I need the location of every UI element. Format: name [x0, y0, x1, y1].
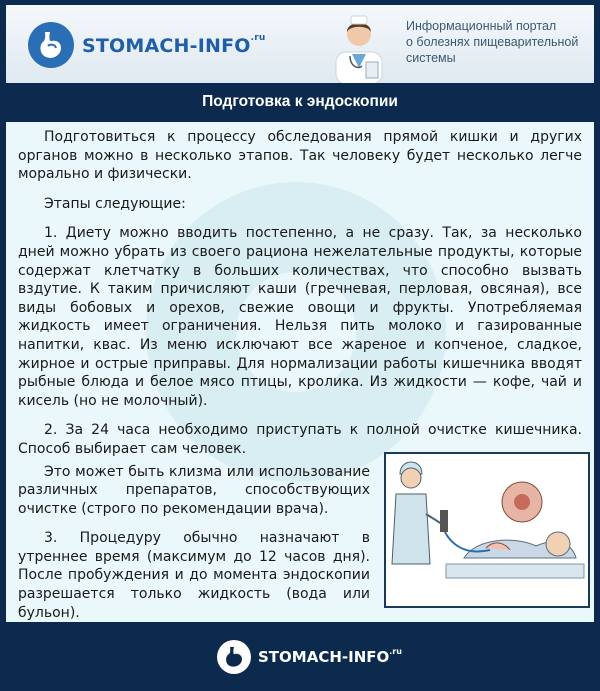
portal-description — [406, 18, 596, 66]
paragraph-step-1: 1. Диету можно вводить постепенно, а не сразу. Так, за несколько дней можно убрать из своего рациона нежелательные продукты, которые содержат клетчатку в больших количествах, что способно вызвать вздутие. К таким причисляют каши (гречневая, перловая, овсяная), все виды бобовых и орехов, свежие овощи и фрукты. Употребляемая жидкость имеет ограничения. Нельзя пить молоко и газированные напитки, квас. Из меню исключают все жареное и копченое, сладкое, жирное и острые приправы. Для нормализации работы кишечника вводят рыбные блюда и белое мясо птицы, кролика. Из жидкости — кофе, чай и кисель (но не молочный). — [18, 225, 582, 409]
portal-line-2: о болезнях пищеварительной — [406, 35, 579, 49]
paragraph-enema: Это может быть клизма или использование различных препаратов, способствующих очистке (строго по рекомендации врача). — [18, 463, 370, 517]
article-content — [6, 122, 594, 622]
stomach-logo-icon[interactable] — [28, 22, 74, 68]
page-title: Подготовка к эндоскопии — [0, 83, 600, 121]
logo-suffix: .ru — [250, 33, 266, 43]
paragraph-stages: Этапы следующие: — [44, 195, 186, 212]
footer-logo-name: STOMACH-INFO — [258, 648, 390, 666]
doctor-illustration — [322, 10, 396, 84]
site-logo-text[interactable] — [82, 35, 266, 57]
paragraph-intro: Подготовиться к процессу обследования прямой кишки и других органов можно в несколько этапов. Так человеку будет несколько легче морально и физически. — [18, 129, 582, 183]
footer-logo-text[interactable] — [258, 648, 402, 666]
logo-name: STOMACH-INFO — [82, 35, 251, 57]
portal-line-3: системы — [406, 51, 456, 65]
paragraph-step-2: 2. За 24 часа необходимо приступать к полной очистке кишечника. Способ выбирает сам человек. — [18, 422, 582, 457]
paragraph-step-3: 3. Процедуру обычно назначают в утреннее время (максимум до 12 часов дня). После пробуждения и до момента эндоскопии разрешается только жидкость (вода или бульон). — [18, 530, 370, 621]
site-footer — [0, 622, 600, 691]
footer-stomach-logo-icon[interactable] — [217, 640, 251, 674]
portal-line-1: Информационный портал — [406, 19, 557, 33]
footer-logo-suffix: .ru — [389, 647, 402, 656]
site-header — [6, 5, 594, 83]
endoscopy-illustration — [384, 452, 590, 608]
